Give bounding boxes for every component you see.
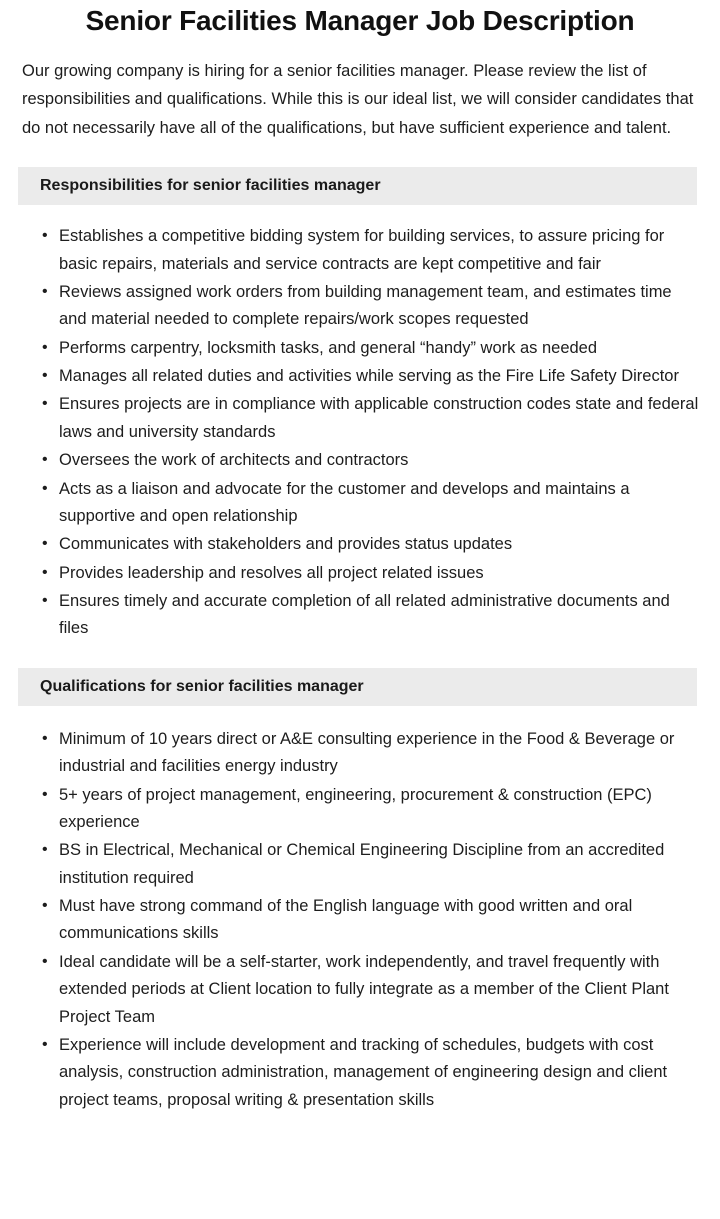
section-responsibilities [0, 167, 720, 643]
intro-paragraph: Our growing company is hiring for a senior facilities manager. Please review the list of responsibilities and qualifications. While this is our ideal list, we will consider candidates that do not necessarily have all of the qualifications, but have sufficient experience and talent. [22, 62, 694, 137]
list-item: • Acts as a liaison and advocate for the customer and develops and maintains a supportive and open relationship [0, 476, 700, 531]
list-item: • Experience will include development and tracking of schedules, budgets with cost analysis, construction administration, management of engineering design and client project teams, proposal writing & presentation skills [0, 1032, 700, 1114]
list-item: • Ideal candidate will be a self-starter, work independently, and travel frequently with extended periods at Client location to fully integrate as a member of the Client Plant Project Team [0, 949, 700, 1031]
section-heading-label: Responsibilities for senior facilities manager [40, 177, 381, 195]
list-item: • Minimum of 10 years direct or A&E consulting experience in the Food & Beverage or industrial and facilities energy industry [0, 726, 700, 781]
list-item: • Ensures timely and accurate completion of all related administrative documents and files [0, 588, 700, 643]
list-item: • Oversees the work of architects and contractors [0, 447, 700, 474]
bottom-spacer [0, 1115, 720, 1141]
section-qualifications [0, 668, 720, 1114]
responsibilities-list [0, 205, 720, 643]
page-title: Senior Facilities Manager Job Description [85, 5, 635, 36]
qualifications-list [0, 706, 720, 1114]
list-item: • Reviews assigned work orders from building management team, and estimates time and material needed to complete repairs/work scopes requested [0, 279, 700, 334]
list-item: • Provides leadership and resolves all project related issues [0, 560, 700, 587]
list-item: • Performs carpentry, locksmith tasks, and general “handy” work as needed [0, 335, 700, 362]
list-item: • BS in Electrical, Mechanical or Chemical Engineering Discipline from an accredited institution required [0, 837, 700, 892]
section-heading-label: Qualifications for senior facilities manager [40, 677, 364, 695]
section-header-qualifications [18, 668, 697, 706]
list-item: • Communicates with stakeholders and provides status updates [0, 531, 700, 558]
list-item: • Ensures projects are in compliance with applicable construction codes state and federal laws and university standards [0, 391, 700, 446]
list-item: • Must have strong command of the English language with good written and oral communications skills [0, 893, 700, 948]
list-item: • Establishes a competitive bidding system for building services, to assure pricing for basic repairs, materials and service contracts are kept competitive and fair [0, 223, 700, 278]
list-item: • Manages all related duties and activities while serving as the Fire Life Safety Director [0, 363, 700, 390]
list-item: • 5+ years of project management, engineering, procurement & construction (EPC) experience [0, 782, 700, 837]
section-header-responsibilities [18, 167, 697, 205]
